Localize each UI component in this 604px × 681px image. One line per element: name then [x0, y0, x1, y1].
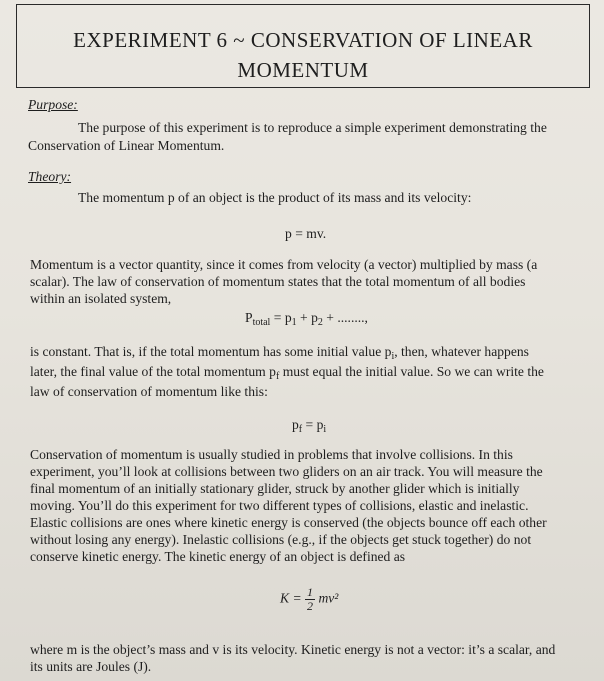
para2-line1-b: , then, whatever happens	[394, 344, 529, 359]
para2-line1-sub: i	[391, 351, 395, 362]
theory-para1-line3: within an isolated system,	[30, 291, 172, 306]
theory-intro: The momentum p of an object is the product of its mass and its velocity:	[78, 190, 472, 205]
purpose-heading: Purpose:	[28, 97, 78, 112]
theory-para2-line1	[30, 343, 529, 365]
theory-para3-line7: conserve kinetic energy. The kinetic energy of an object is defined as	[30, 549, 406, 564]
eq3-a-sub: f	[298, 424, 303, 435]
eq3-a: p	[292, 417, 299, 432]
equation-total-momentum	[245, 310, 368, 328]
equation-kinetic-energy	[280, 586, 338, 613]
eq2-plus: + p	[296, 310, 318, 325]
eq4-lhs: K =	[280, 590, 302, 606]
eq4-num: 1	[307, 585, 314, 599]
para2-line2-a: later, the final value of the total momentum p	[30, 364, 276, 379]
theory-heading: Theory:	[28, 169, 72, 184]
theory-para3-line2: experiment, you’ll look at collisions between two gliders on an air track. You will measure the	[30, 464, 543, 479]
eq2-rhs: = p	[273, 310, 292, 325]
para2-line1-a: is constant. That is, if the total momentum has some initial value p	[30, 344, 392, 359]
title-line-2: MOMENTUM	[237, 58, 369, 82]
theory-para3-line1: Conservation of momentum is usually studied in problems that involve collisions. In this	[30, 447, 513, 462]
eq4-den: 2	[307, 599, 314, 613]
eq2-lhs: P	[245, 310, 253, 325]
page-title	[17, 25, 589, 85]
eq2-sub1: 1	[291, 317, 297, 328]
eq2-sub2: 2	[317, 317, 323, 328]
theory-para4-line2: its units are Joules (J).	[30, 659, 152, 674]
equation-momentum: p = mv.	[285, 226, 327, 241]
theory-para3-line5: Elastic collisions are ones where kinetic energy is conserved (the objects bounce off each other	[30, 515, 547, 530]
eq3-mid: = p	[302, 417, 324, 432]
purpose-line-1: The purpose of this experiment is to reproduce a simple experiment demonstrating the	[78, 120, 547, 135]
para2-line2-sub: f	[275, 371, 280, 382]
eq4-fraction	[305, 586, 315, 613]
para2-line2-b: must equal the initial value. So we can write the	[279, 364, 544, 379]
equation-conservation	[292, 417, 326, 435]
purpose-line-2: Conservation of Linear Momentum.	[28, 138, 225, 153]
theory-para4-line1: where m is the object’s mass and v is its velocity. Kinetic energy is not a vector: it’s a scalar, and	[30, 642, 556, 657]
eq2-lhs-sub: total	[252, 317, 271, 328]
theory-para2-line2	[30, 363, 544, 385]
title-box	[16, 4, 590, 88]
theory-para1-line1: Momentum is a vector quantity, since it comes from velocity (a vector) multiplied by mass (a	[30, 257, 538, 272]
eq4-rhs: mv²	[318, 590, 339, 606]
theory-para3-line6: without losing any energy). Inelastic collisions (e.g., if the objects get stuck together) do not	[30, 532, 532, 547]
theory-para3-line3: final momentum of an initially stationary glider, struck by another glider which is initially	[30, 481, 520, 496]
title-line-1: EXPERIMENT 6 ~ CONSERVATION OF LINEAR	[73, 28, 533, 52]
theory-para2-line3: law of conservation of momentum like this:	[30, 384, 268, 399]
theory-para3-line4: moving. You’ll do this experiment for two different types of collisions, elastic and inelastic.	[30, 498, 529, 513]
eq2-tail: + ........,	[322, 310, 368, 325]
theory-para1-line2: scalar). The law of conservation of momentum states that the total momentum of all bodies	[30, 274, 526, 289]
eq3-b-sub: i	[323, 424, 327, 435]
